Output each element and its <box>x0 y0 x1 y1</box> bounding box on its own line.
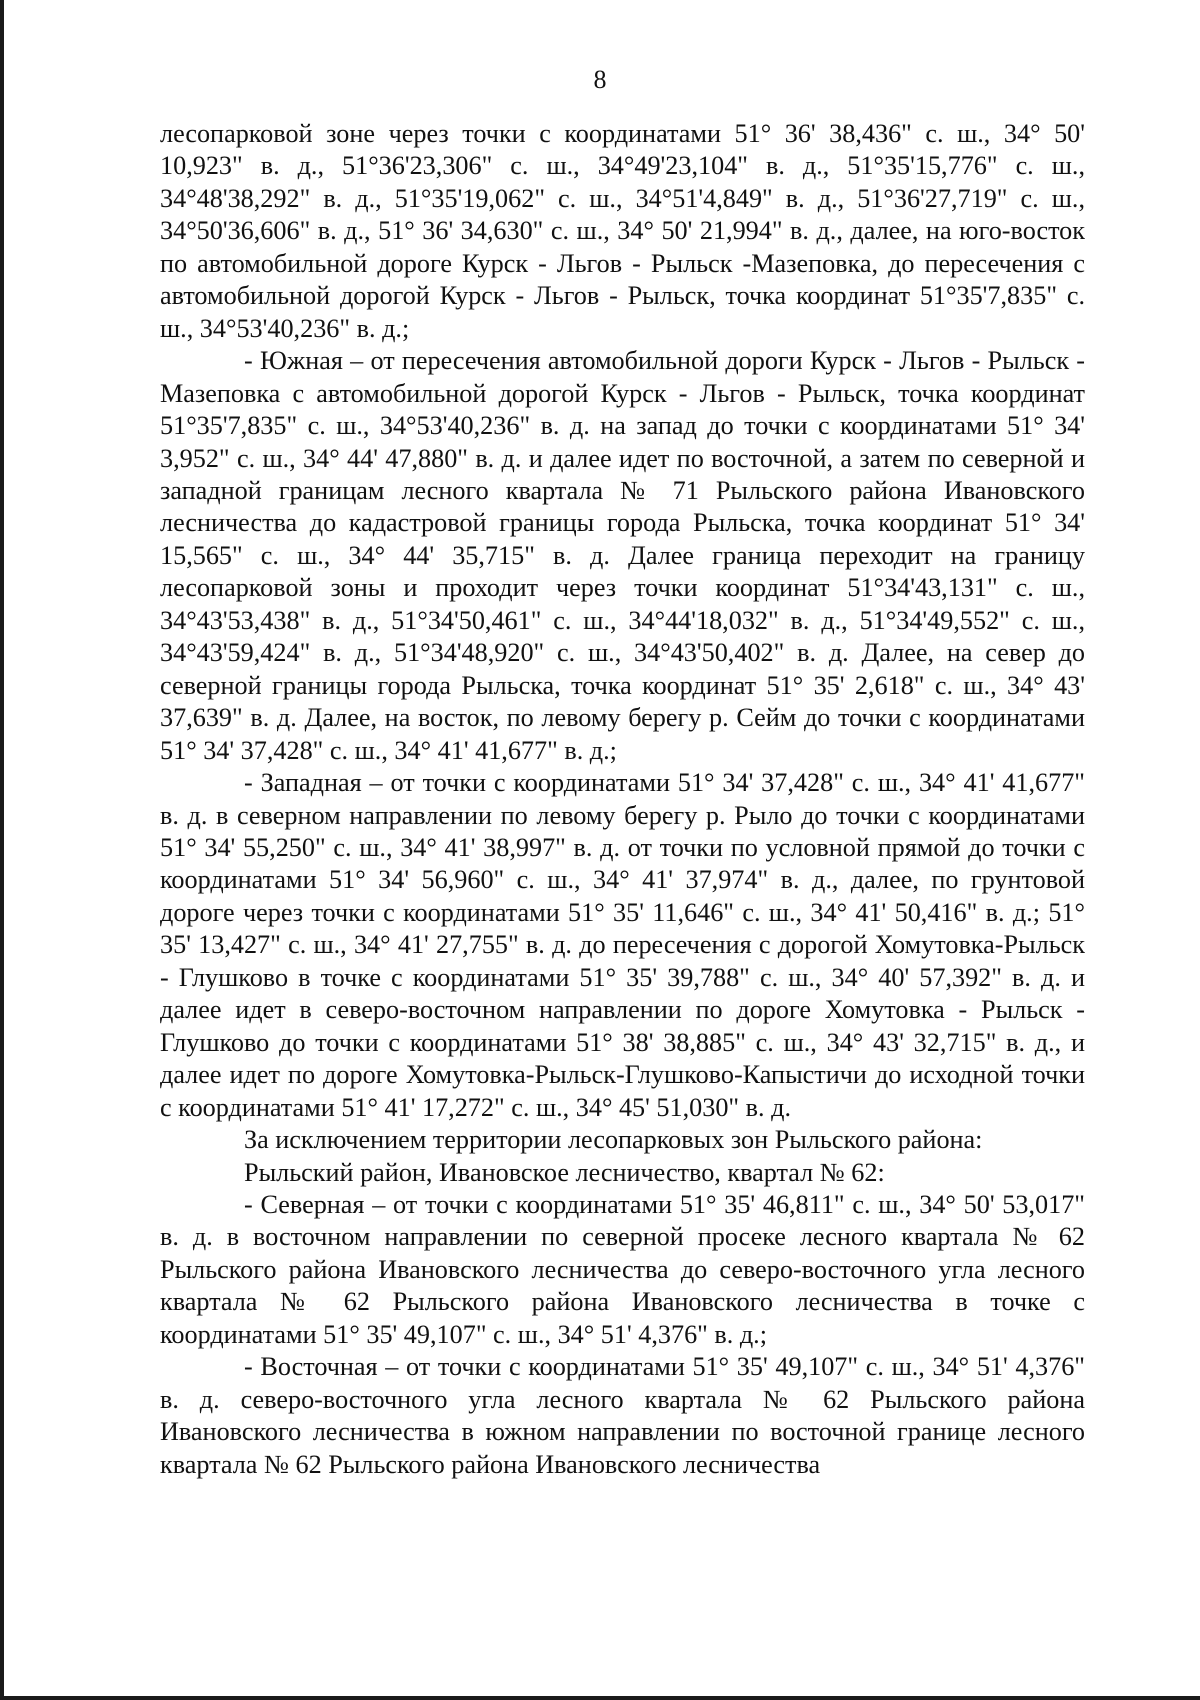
paragraph-4-exception: За исключением территории лесопарковых зон Рыльского района: <box>244 1125 983 1155</box>
paragraph-2-south-boundary: - Южная – от пересечения автомобильной дороги Курск - Льгов - Рыльск - Мазеповка с автомобильной дорогой Курск - Льгов - Рыльск, точка координат 51°35'7,835" с. ш., 34°53'40,236" в. д. на запад до точки с координатами 51° 34' 3,952" с. ш., 34° 44' 47,880" в. д. и далее идет по восточной, а затем по северной и западной границам лесного квартала № 71 Рыльского района Ивановского лесничества до кадастровой границы города Рыльска, точка координат 51° 34' 15,565" с. ш., 34° 44' 35,715" в. д. Далее граница переходит на границу лесопарковой зоны и проходит через точки координат 51°34'43,131" с. ш., 34°43'53,438" в. д., 51°34'50,461" с. ш., 34°44'18,032" в. д., 51°34'49,552" с. ш., 34°43'59,424" в. д., 51°34'48,920" с. ш., 34°43'50,402" в. д. Далее, на север до северной границы города Рыльска, точка координат 51° 35' 2,618" с. ш., 34° 43' 37,639" в. д. Далее, на восток, по левому берегу р. Сейм до точки с координатами 51° 34' 37,428" с. ш., 34° 41' 41,677" в. д.; <box>160 346 1085 765</box>
document-body <box>160 118 1085 1481</box>
page-number: 8 <box>593 65 607 94</box>
scan-border-bottom <box>0 1696 1200 1700</box>
paragraph-3-west-boundary: - Западная – от точки с координатами 51° 34' 37,428" с. ш., 34° 41' 41,677" в. д. в северном направлении по левому берегу р. Рыло до точки с координатами 51° 34' 55,250" с. ш., 34° 41' 38,997" в. д. от точки по условной прямой до точки с координатами 51° 34' 56,960" с. ш., 34° 41' 37,974" в. д., далее, по грунтовой дороге через точки с координатами 51° 35' 11,646" с. ш., 34° 41' 50,416" в. д.; 51° 35' 13,427" с. ш., 34° 41' 27,755" в. д. до пересечения с дорогой Хомутовка-Рыльск - Глушково в точке с координатами 51° 35' 39,788" с. ш., 34° 40' 57,392" в. д. и далее идет в северо-восточном направлении по дороге Хомутовка - Рыльск - Глушково до точки с координатами 51° 38' 38,885" с. ш., 34° 43' 32,715" в. д., и далее идет по дороге Хомутовка-Рыльск-Глушково-Капыстичи до исходной точки с координатами 51° 41' 17,272" с. ш., 34° 45' 51,030" в. д. <box>160 768 1085 1122</box>
paragraph-1: лесопарковой зоне через точки с координатами 51° 36' 38,436" с. ш., 34° 50' 10,923" в. д., 51°36'23,306" с. ш., 34°49'23,104" в. д., 51°35'15,776" с. ш., 34°48'38,292" в. д., 51°35'19,062" с. ш., 34°51'4,849" в. д., 51°36'27,719" с. ш., 34°50'36,606" в. д., 51° 36' 34,630" с. ш., 34° 50' 21,994" в. д., далее, на юго-восток по автомобильной дороге Курск - Льгов - Рыльск -Мазеповка, до пересечения с автомобильной дорогой Курск - Льгов - Рыльск, точка координат 51°35'7,835" с. ш., 34°53'40,236" в. д.; <box>160 119 1085 343</box>
paragraph-6-north-boundary: - Северная – от точки с координатами 51° 35' 46,811" с. ш., 34° 50' 53,017" в. д. в восточном направлении по северной просеке лесного квартала № 62 Рыльского района Ивановского лесничества до северо-восточного угла лесного квартала № 62 Рыльского района Ивановского лесничества в точке с координатами 51° 35' 49,107" с. ш., 34° 51' 4,376" в. д.; <box>160 1189 1085 1349</box>
paragraph-5-district: Рыльский район, Ивановское лесничество, квартал № 62: <box>244 1157 885 1187</box>
scan-border-left <box>0 0 4 1700</box>
paragraph-7-east-boundary: - Восточная – от точки с координатами 51° 35' 49,107" с. ш., 34° 51' 4,376" в. д. северо-восточного угла лесного квартала № 62 Рыльского района Ивановского лесничества в южном направлении по восточной границе лесного квартала № 62 Рыльского района Ивановского лесничества <box>160 1352 1085 1479</box>
